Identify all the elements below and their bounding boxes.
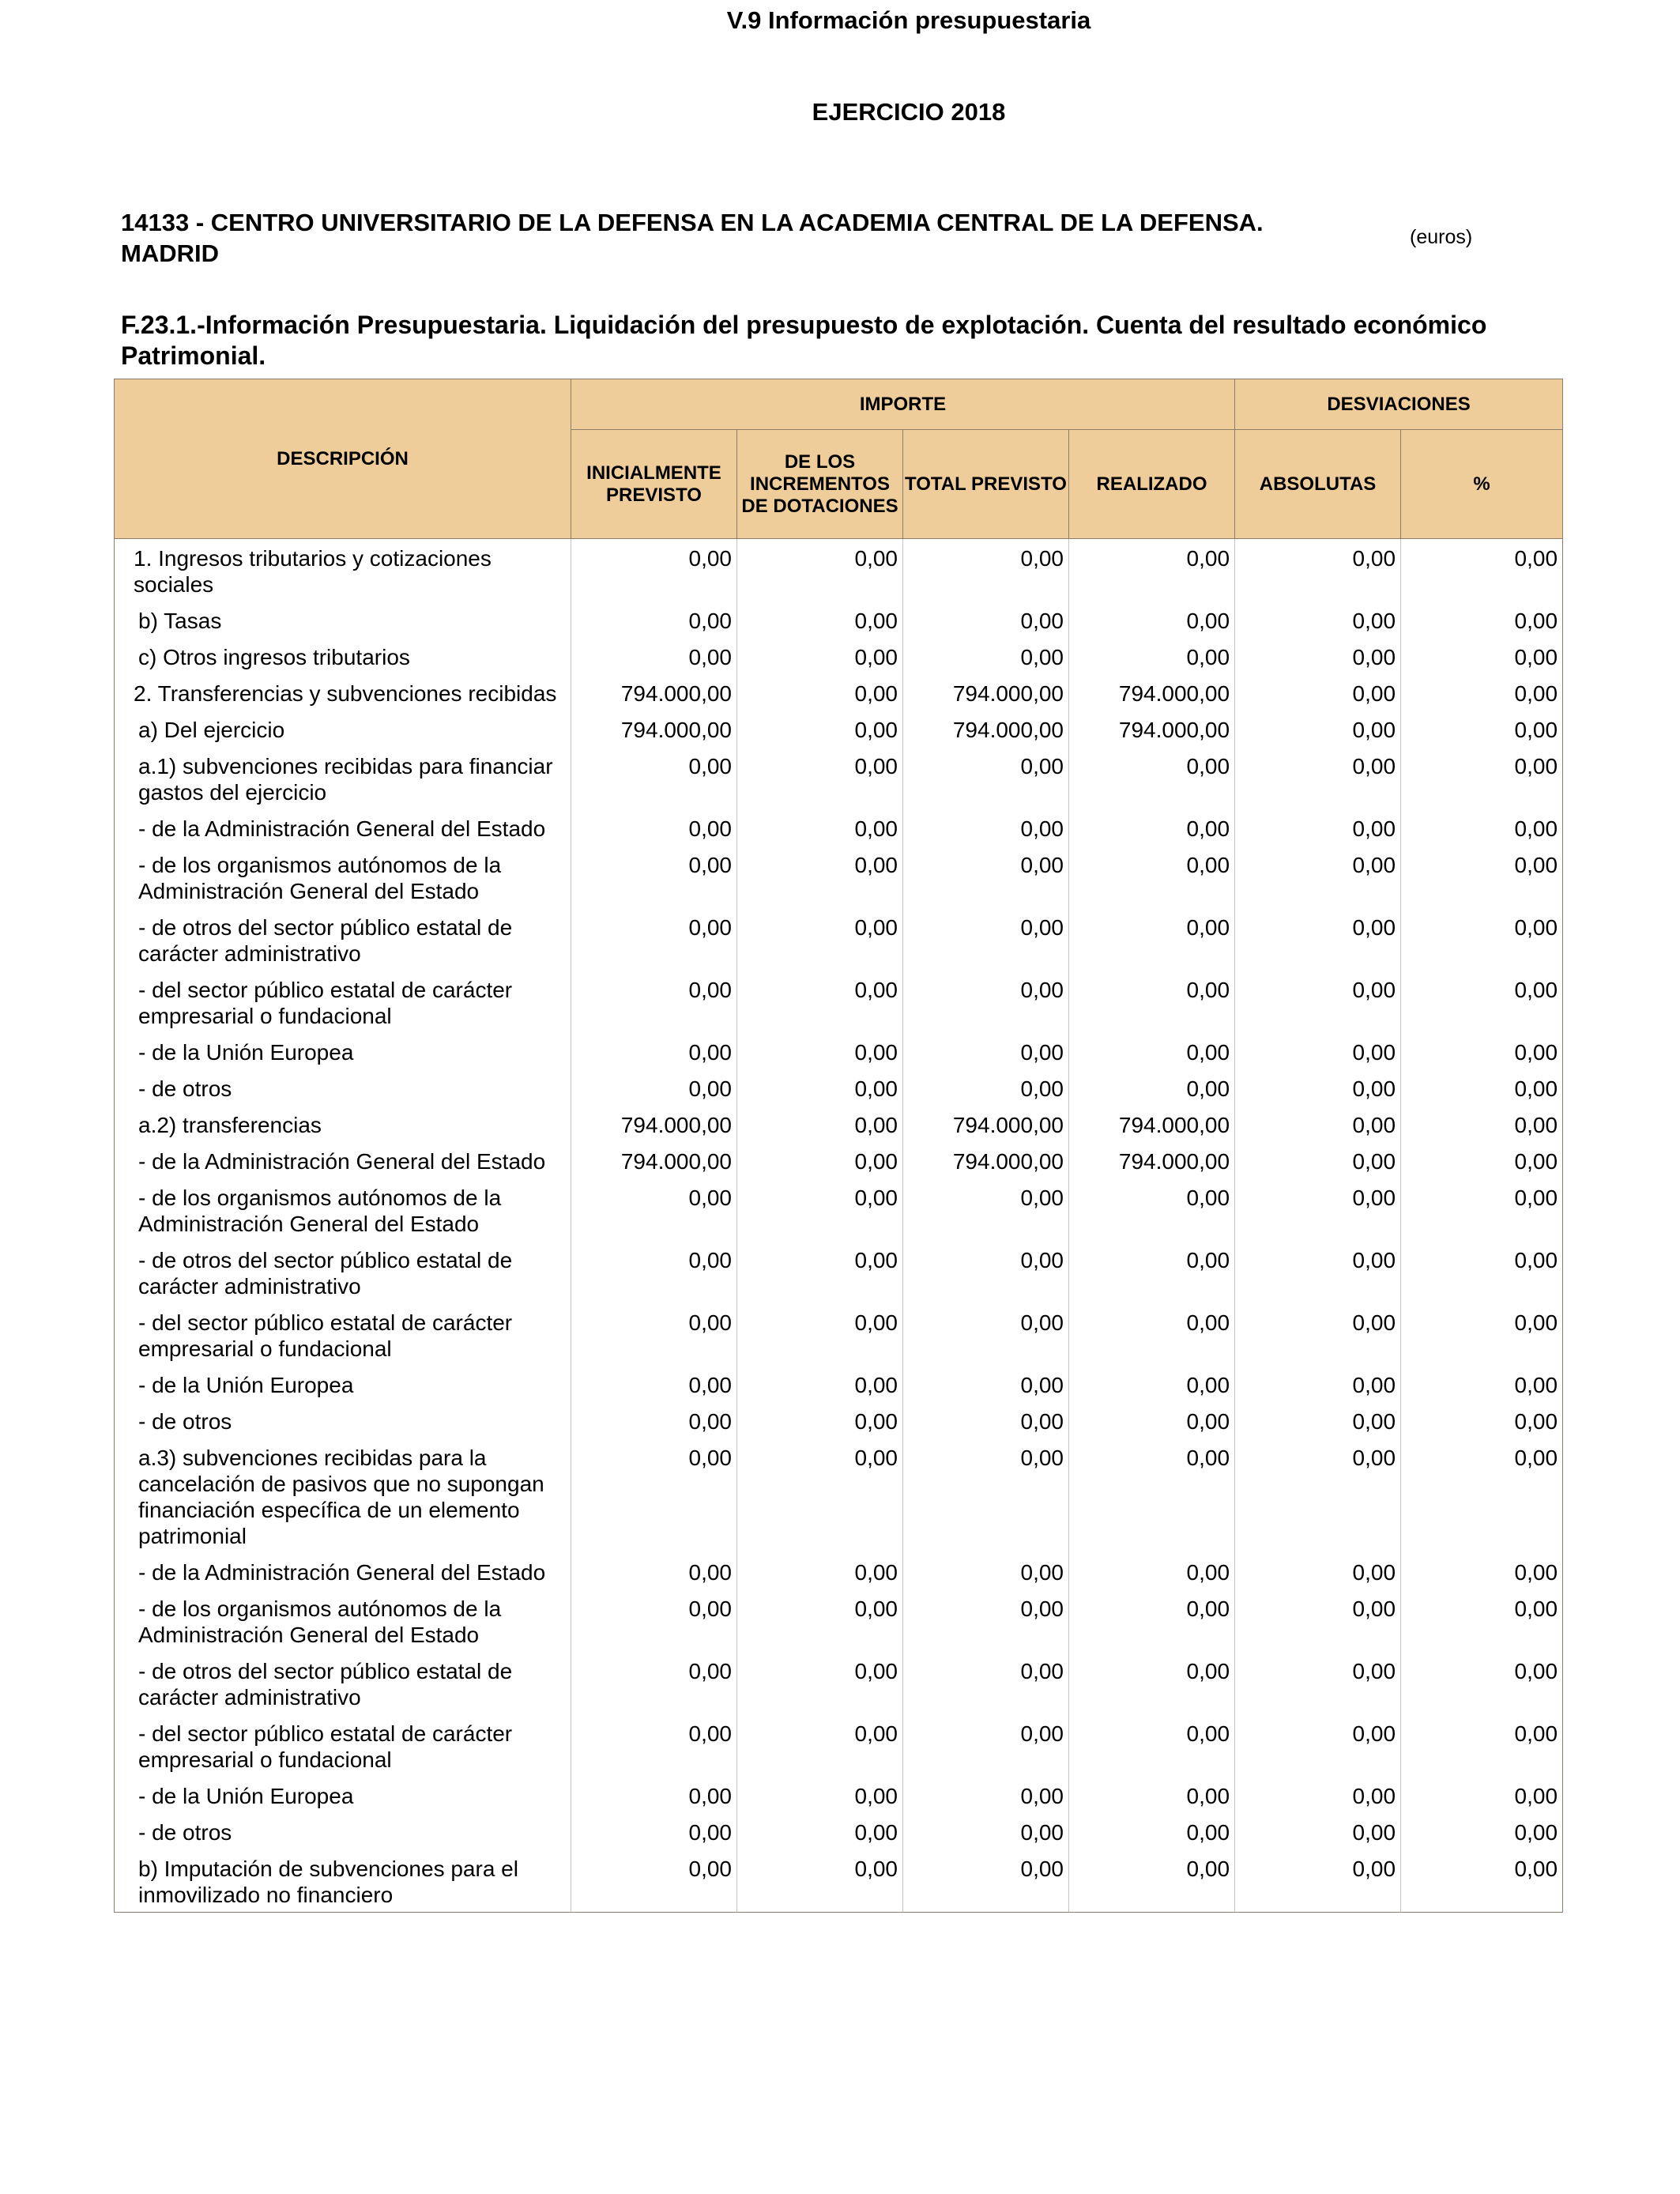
- cell-desviacion-absoluta: 0,00: [1235, 1033, 1401, 1069]
- row-description: b) Tasas: [115, 601, 571, 638]
- cell-incrementos-dotaciones: 0,00: [737, 747, 903, 809]
- row-description: a.2) transferencias: [115, 1106, 571, 1142]
- cell-incrementos-dotaciones: 0,00: [737, 601, 903, 638]
- cell-realizado: 0,00: [1069, 908, 1235, 971]
- table-row: [115, 809, 1563, 846]
- row-description: - de otros: [115, 1069, 571, 1106]
- cell-incrementos-dotaciones: 0,00: [737, 1142, 903, 1178]
- cell-total-previsto: 0,00: [903, 1178, 1069, 1241]
- table-row: [115, 1553, 1563, 1589]
- cell-realizado: 0,00: [1069, 539, 1235, 602]
- col-group-desviaciones: DESVIACIONES: [1235, 379, 1563, 430]
- table-row: [115, 1438, 1563, 1553]
- cell-inicialmente-previsto: 0,00: [571, 1849, 737, 1913]
- table-row: [115, 1652, 1563, 1714]
- cell-realizado: 0,00: [1069, 1589, 1235, 1652]
- cell-inicialmente-previsto: 0,00: [571, 1553, 737, 1589]
- table-row: [115, 1069, 1563, 1106]
- cell-desviacion-porcentaje: 0,00: [1401, 1652, 1563, 1714]
- cell-inicialmente-previsto: 0,00: [571, 1366, 737, 1402]
- cell-inicialmente-previsto: 794.000,00: [571, 711, 737, 747]
- cell-realizado: 0,00: [1069, 846, 1235, 908]
- table-row: [115, 1033, 1563, 1069]
- table-row: [115, 638, 1563, 674]
- cell-total-previsto: 794.000,00: [903, 1106, 1069, 1142]
- col-header-absolutas: ABSOLUTAS: [1235, 430, 1401, 539]
- cell-desviacion-porcentaje: 0,00: [1401, 1303, 1563, 1366]
- cell-incrementos-dotaciones: 0,00: [737, 1033, 903, 1069]
- table-row: [115, 711, 1563, 747]
- cell-desviacion-absoluta: 0,00: [1235, 846, 1401, 908]
- cell-desviacion-absoluta: 0,00: [1235, 638, 1401, 674]
- cell-total-previsto: 0,00: [903, 1402, 1069, 1438]
- cell-inicialmente-previsto: 794.000,00: [571, 674, 737, 711]
- cell-total-previsto: 0,00: [903, 1714, 1069, 1777]
- cell-desviacion-absoluta: 0,00: [1235, 908, 1401, 971]
- cell-desviacion-porcentaje: 0,00: [1401, 747, 1563, 809]
- cell-desviacion-absoluta: 0,00: [1235, 1553, 1401, 1589]
- cell-desviacion-porcentaje: 0,00: [1401, 1402, 1563, 1438]
- col-header-total-previsto: TOTAL PREVISTO: [903, 430, 1069, 539]
- table-row: [115, 539, 1563, 602]
- cell-desviacion-porcentaje: 0,00: [1401, 601, 1563, 638]
- cell-desviacion-absoluta: 0,00: [1235, 674, 1401, 711]
- row-description: 2. Transferencias y subvenciones recibidas: [115, 674, 571, 711]
- cell-incrementos-dotaciones: 0,00: [737, 1402, 903, 1438]
- row-description: a.1) subvenciones recibidas para financiar gastos del ejercicio: [115, 747, 571, 809]
- cell-desviacion-porcentaje: 0,00: [1401, 1589, 1563, 1652]
- cell-desviacion-porcentaje: 0,00: [1401, 1142, 1563, 1178]
- cell-realizado: 794.000,00: [1069, 1106, 1235, 1142]
- row-description: - de la Unión Europea: [115, 1777, 571, 1813]
- cell-desviacion-absoluta: 0,00: [1235, 1652, 1401, 1714]
- cell-desviacion-porcentaje: 0,00: [1401, 846, 1563, 908]
- cell-total-previsto: 0,00: [903, 809, 1069, 846]
- row-description: - de otros del sector público estatal de carácter administrativo: [115, 1241, 571, 1303]
- row-description: - de la Administración General del Estado: [115, 1553, 571, 1589]
- cell-total-previsto: 0,00: [903, 1438, 1069, 1553]
- cell-incrementos-dotaciones: 0,00: [737, 1106, 903, 1142]
- cell-incrementos-dotaciones: 0,00: [737, 1777, 903, 1813]
- cell-inicialmente-previsto: 0,00: [571, 1033, 737, 1069]
- row-description: c) Otros ingresos tributarios: [115, 638, 571, 674]
- section-title: V.9 Información presupuestaria: [726, 6, 1091, 34]
- cell-desviacion-absoluta: 0,00: [1235, 539, 1401, 602]
- cell-inicialmente-previsto: 0,00: [571, 1652, 737, 1714]
- cell-desviacion-porcentaje: 0,00: [1401, 1178, 1563, 1241]
- cell-realizado: 0,00: [1069, 1849, 1235, 1913]
- table-row: [115, 674, 1563, 711]
- table-row: [115, 971, 1563, 1033]
- cell-incrementos-dotaciones: 0,00: [737, 1366, 903, 1402]
- row-description: - del sector público estatal de carácter empresarial o fundacional: [115, 1303, 571, 1366]
- cell-inicialmente-previsto: 0,00: [571, 1714, 737, 1777]
- cell-inicialmente-previsto: 0,00: [571, 846, 737, 908]
- cell-total-previsto: 0,00: [903, 846, 1069, 908]
- table-row: [115, 1589, 1563, 1652]
- cell-realizado: 0,00: [1069, 1402, 1235, 1438]
- cell-inicialmente-previsto: 0,00: [571, 601, 737, 638]
- cell-desviacion-absoluta: 0,00: [1235, 1241, 1401, 1303]
- row-description: - de la Administración General del Estado: [115, 1142, 571, 1178]
- year-title: EJERCICIO 2018: [812, 98, 1006, 126]
- cell-desviacion-porcentaje: 0,00: [1401, 1714, 1563, 1777]
- table-row: [115, 1142, 1563, 1178]
- cell-realizado: 0,00: [1069, 638, 1235, 674]
- cell-realizado: 0,00: [1069, 1241, 1235, 1303]
- cell-incrementos-dotaciones: 0,00: [737, 1241, 903, 1303]
- cell-incrementos-dotaciones: 0,00: [737, 1849, 903, 1913]
- cell-desviacion-porcentaje: 0,00: [1401, 1106, 1563, 1142]
- table-row: [115, 1241, 1563, 1303]
- units-label: (euros): [1410, 226, 1473, 248]
- cell-inicialmente-previsto: 0,00: [571, 1178, 737, 1241]
- cell-total-previsto: 0,00: [903, 1069, 1069, 1106]
- cell-total-previsto: 794.000,00: [903, 674, 1069, 711]
- row-description: a.3) subvenciones recibidas para la cancelación de pasivos que no supongan financiación específica de un elemento patrimonial: [115, 1438, 571, 1553]
- table-row: [115, 846, 1563, 908]
- cell-desviacion-absoluta: 0,00: [1235, 1106, 1401, 1142]
- table-row: [115, 1849, 1563, 1913]
- cell-inicialmente-previsto: 0,00: [571, 638, 737, 674]
- cell-desviacion-absoluta: 0,00: [1235, 1178, 1401, 1241]
- cell-total-previsto: 0,00: [903, 971, 1069, 1033]
- cell-inicialmente-previsto: 0,00: [571, 971, 737, 1033]
- cell-realizado: 0,00: [1069, 1033, 1235, 1069]
- col-header-porcentaje: %: [1401, 430, 1563, 539]
- cell-realizado: 0,00: [1069, 1813, 1235, 1849]
- table-row: [115, 601, 1563, 638]
- row-description: - de la Administración General del Estado: [115, 809, 571, 846]
- cell-inicialmente-previsto: 0,00: [571, 1303, 737, 1366]
- cell-desviacion-porcentaje: 0,00: [1401, 539, 1563, 602]
- row-description: - de otros del sector público estatal de carácter administrativo: [115, 1652, 571, 1714]
- report-subtitle: F.23.1.-Información Presupuestaria. Liquidación del presupuesto de explotación. Cuenta del resultado económico Patrimonial.: [121, 311, 1487, 370]
- table-head: [115, 379, 1563, 539]
- cell-incrementos-dotaciones: 0,00: [737, 1069, 903, 1106]
- col-header-descripcion: DESCRIPCIÓN: [115, 379, 571, 539]
- cell-incrementos-dotaciones: 0,00: [737, 1553, 903, 1589]
- row-description: 1. Ingresos tributarios y cotizaciones sociales: [115, 539, 571, 602]
- cell-desviacion-absoluta: 0,00: [1235, 1589, 1401, 1652]
- cell-total-previsto: 794.000,00: [903, 1142, 1069, 1178]
- cell-realizado: 0,00: [1069, 971, 1235, 1033]
- cell-realizado: 0,00: [1069, 1553, 1235, 1589]
- cell-inicialmente-previsto: 0,00: [571, 908, 737, 971]
- cell-inicialmente-previsto: 0,00: [571, 1777, 737, 1813]
- table-row: [115, 1402, 1563, 1438]
- cell-realizado: 0,00: [1069, 1069, 1235, 1106]
- cell-total-previsto: 0,00: [903, 1813, 1069, 1849]
- cell-desviacion-absoluta: 0,00: [1235, 1849, 1401, 1913]
- cell-desviacion-porcentaje: 0,00: [1401, 1553, 1563, 1589]
- cell-total-previsto: 0,00: [903, 539, 1069, 602]
- cell-total-previsto: 0,00: [903, 601, 1069, 638]
- cell-desviacion-absoluta: 0,00: [1235, 747, 1401, 809]
- col-group-importe: IMPORTE: [571, 379, 1235, 430]
- cell-desviacion-absoluta: 0,00: [1235, 711, 1401, 747]
- table-row: [115, 1178, 1563, 1241]
- table-row: [115, 747, 1563, 809]
- cell-inicialmente-previsto: 0,00: [571, 1241, 737, 1303]
- cell-realizado: 0,00: [1069, 1777, 1235, 1813]
- cell-total-previsto: 0,00: [903, 1241, 1069, 1303]
- cell-inicialmente-previsto: 794.000,00: [571, 1142, 737, 1178]
- cell-desviacion-porcentaje: 0,00: [1401, 809, 1563, 846]
- cell-incrementos-dotaciones: 0,00: [737, 846, 903, 908]
- row-description: a) Del ejercicio: [115, 711, 571, 747]
- cell-realizado: 0,00: [1069, 1438, 1235, 1553]
- cell-incrementos-dotaciones: 0,00: [737, 908, 903, 971]
- cell-desviacion-porcentaje: 0,00: [1401, 908, 1563, 971]
- cell-realizado: 0,00: [1069, 809, 1235, 846]
- row-description: - de los organismos autónomos de la Administración General del Estado: [115, 1178, 571, 1241]
- cell-desviacion-porcentaje: 0,00: [1401, 1849, 1563, 1913]
- cell-total-previsto: 794.000,00: [903, 711, 1069, 747]
- cell-total-previsto: 0,00: [903, 747, 1069, 809]
- cell-desviacion-absoluta: 0,00: [1235, 1402, 1401, 1438]
- table-row: [115, 1813, 1563, 1849]
- cell-inicialmente-previsto: 0,00: [571, 1589, 737, 1652]
- cell-incrementos-dotaciones: 0,00: [737, 1589, 903, 1652]
- cell-realizado: 0,00: [1069, 1303, 1235, 1366]
- cell-total-previsto: 0,00: [903, 1553, 1069, 1589]
- cell-inicialmente-previsto: 0,00: [571, 1402, 737, 1438]
- table-row: [115, 1777, 1563, 1813]
- entity-name: 14133 - CENTRO UNIVERSITARIO DE LA DEFENSA EN LA ACADEMIA CENTRAL DE LA DEFENSA. MADRID: [121, 209, 1264, 267]
- cell-total-previsto: 0,00: [903, 1303, 1069, 1366]
- row-description: - de otros del sector público estatal de carácter administrativo: [115, 908, 571, 971]
- cell-desviacion-absoluta: 0,00: [1235, 1714, 1401, 1777]
- cell-total-previsto: 0,00: [903, 1849, 1069, 1913]
- col-header-realizado: REALIZADO: [1069, 430, 1235, 539]
- cell-incrementos-dotaciones: 0,00: [737, 1652, 903, 1714]
- table-row: [115, 908, 1563, 971]
- row-description: - de otros: [115, 1813, 571, 1849]
- cell-desviacion-porcentaje: 0,00: [1401, 1813, 1563, 1849]
- row-description: - del sector público estatal de carácter empresarial o fundacional: [115, 971, 571, 1033]
- row-description: b) Imputación de subvenciones para el inmovilizado no financiero: [115, 1849, 571, 1913]
- cell-incrementos-dotaciones: 0,00: [737, 1813, 903, 1849]
- col-header-inicialmente-previsto: INICIALMENTE PREVISTO: [571, 430, 737, 539]
- row-description: - de los organismos autónomos de la Administración General del Estado: [115, 846, 571, 908]
- cell-incrementos-dotaciones: 0,00: [737, 1303, 903, 1366]
- cell-incrementos-dotaciones: 0,00: [737, 638, 903, 674]
- cell-desviacion-absoluta: 0,00: [1235, 1069, 1401, 1106]
- budget-table: [114, 379, 1563, 1913]
- cell-desviacion-porcentaje: 0,00: [1401, 638, 1563, 674]
- cell-total-previsto: 0,00: [903, 1589, 1069, 1652]
- cell-realizado: 0,00: [1069, 1714, 1235, 1777]
- cell-desviacion-absoluta: 0,00: [1235, 971, 1401, 1033]
- cell-desviacion-porcentaje: 0,00: [1401, 1069, 1563, 1106]
- cell-desviacion-porcentaje: 0,00: [1401, 1241, 1563, 1303]
- cell-desviacion-absoluta: 0,00: [1235, 601, 1401, 638]
- row-description: - de otros: [115, 1402, 571, 1438]
- cell-desviacion-absoluta: 0,00: [1235, 1303, 1401, 1366]
- cell-desviacion-absoluta: 0,00: [1235, 1438, 1401, 1553]
- cell-desviacion-porcentaje: 0,00: [1401, 1033, 1563, 1069]
- cell-desviacion-porcentaje: 0,00: [1401, 1777, 1563, 1813]
- table-row: [115, 1714, 1563, 1777]
- cell-total-previsto: 0,00: [903, 638, 1069, 674]
- cell-realizado: 794.000,00: [1069, 1142, 1235, 1178]
- row-description: - de la Unión Europea: [115, 1366, 571, 1402]
- cell-total-previsto: 0,00: [903, 1033, 1069, 1069]
- cell-total-previsto: 0,00: [903, 1777, 1069, 1813]
- cell-total-previsto: 0,00: [903, 908, 1069, 971]
- cell-incrementos-dotaciones: 0,00: [737, 1178, 903, 1241]
- cell-desviacion-porcentaje: 0,00: [1401, 674, 1563, 711]
- cell-incrementos-dotaciones: 0,00: [737, 674, 903, 711]
- cell-desviacion-absoluta: 0,00: [1235, 1366, 1401, 1402]
- cell-desviacion-absoluta: 0,00: [1235, 1142, 1401, 1178]
- cell-inicialmente-previsto: 0,00: [571, 747, 737, 809]
- cell-inicialmente-previsto: 0,00: [571, 539, 737, 602]
- cell-realizado: 0,00: [1069, 747, 1235, 809]
- cell-incrementos-dotaciones: 0,00: [737, 711, 903, 747]
- cell-inicialmente-previsto: 0,00: [571, 1813, 737, 1849]
- cell-desviacion-porcentaje: 0,00: [1401, 1438, 1563, 1553]
- cell-realizado: 0,00: [1069, 601, 1235, 638]
- cell-realizado: 794.000,00: [1069, 711, 1235, 747]
- cell-desviacion-porcentaje: 0,00: [1401, 1366, 1563, 1402]
- cell-realizado: 0,00: [1069, 1178, 1235, 1241]
- cell-desviacion-absoluta: 0,00: [1235, 1777, 1401, 1813]
- row-description: - de los organismos autónomos de la Administración General del Estado: [115, 1589, 571, 1652]
- cell-realizado: 0,00: [1069, 1366, 1235, 1402]
- table-row: [115, 1366, 1563, 1402]
- cell-incrementos-dotaciones: 0,00: [737, 539, 903, 602]
- cell-realizado: 0,00: [1069, 1652, 1235, 1714]
- col-header-incrementos-dotaciones: DE LOS INCREMENTOS DE DOTACIONES: [737, 430, 903, 539]
- row-description: - de la Unión Europea: [115, 1033, 571, 1069]
- cell-desviacion-absoluta: 0,00: [1235, 809, 1401, 846]
- cell-desviacion-absoluta: 0,00: [1235, 1813, 1401, 1849]
- table-row: [115, 1106, 1563, 1142]
- table-row: [115, 1303, 1563, 1366]
- cell-inicialmente-previsto: 794.000,00: [571, 1106, 737, 1142]
- cell-realizado: 794.000,00: [1069, 674, 1235, 711]
- row-description: - del sector público estatal de carácter empresarial o fundacional: [115, 1714, 571, 1777]
- table-body: [115, 539, 1563, 1913]
- cell-desviacion-porcentaje: 0,00: [1401, 711, 1563, 747]
- cell-total-previsto: 0,00: [903, 1366, 1069, 1402]
- cell-inicialmente-previsto: 0,00: [571, 1069, 737, 1106]
- cell-incrementos-dotaciones: 0,00: [737, 809, 903, 846]
- cell-incrementos-dotaciones: 0,00: [737, 1438, 903, 1553]
- cell-desviacion-porcentaje: 0,00: [1401, 971, 1563, 1033]
- cell-inicialmente-previsto: 0,00: [571, 809, 737, 846]
- cell-incrementos-dotaciones: 0,00: [737, 971, 903, 1033]
- cell-incrementos-dotaciones: 0,00: [737, 1714, 903, 1777]
- cell-inicialmente-previsto: 0,00: [571, 1438, 737, 1553]
- cell-total-previsto: 0,00: [903, 1652, 1069, 1714]
